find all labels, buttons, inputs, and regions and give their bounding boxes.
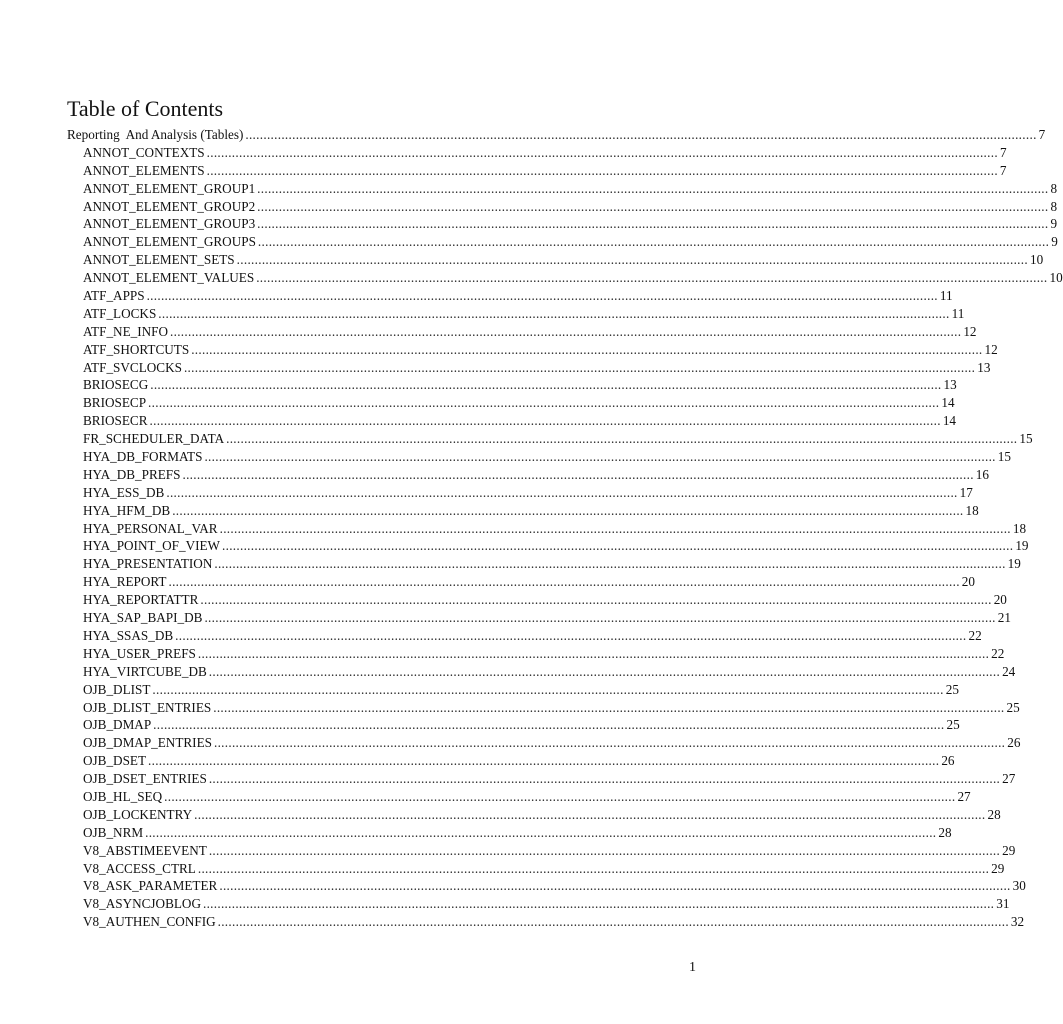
- toc-entry-label: OJB_DMAP_ENTRIES: [83, 735, 212, 751]
- toc-entry-page: 29: [991, 860, 1005, 876]
- toc-entry[interactable]: [67, 591, 1007, 609]
- toc-entry-label: ANNOT_ELEMENT_VALUES: [83, 270, 255, 286]
- dot-leader: ............................................................................................................................................................................................................................: [219, 520, 1011, 536]
- toc-entry-page: 13: [977, 359, 991, 375]
- toc-entry-page: 12: [963, 323, 977, 339]
- toc-entry[interactable]: [67, 251, 1044, 269]
- toc-entry-label: FR_SCHEDULER_DATA: [83, 431, 225, 447]
- toc-entry-label: HYA_PERSONAL_VAR: [83, 520, 218, 536]
- dot-leader: ............................................................................................................................................................................................................................: [182, 466, 974, 482]
- toc-entry[interactable]: [67, 699, 1020, 717]
- dot-leader: ............................................................................................................................................................................................................................: [197, 645, 990, 661]
- toc-entry[interactable]: [67, 537, 1029, 555]
- toc-entry-page: 18: [965, 502, 979, 518]
- dot-leader: ............................................................................................................................................................................................................................: [245, 127, 1037, 142]
- dot-leader: ............................................................................................................................................................................................................................: [148, 395, 940, 411]
- toc-entry-label: HYA_POINT_OF_VIEW: [83, 538, 220, 554]
- dot-leader: ............................................................................................................................................................................................................................: [226, 431, 1018, 447]
- toc-entry[interactable]: [67, 877, 1026, 895]
- toc-entry-page: 15: [997, 449, 1011, 465]
- toc-entry[interactable]: [67, 198, 1058, 216]
- toc-entry[interactable]: [67, 860, 1005, 878]
- toc-entry-page: 27: [1002, 771, 1016, 787]
- toc-entry-page: 11: [951, 305, 965, 321]
- toc-entry-label: ANNOT_CONTEXTS: [83, 144, 205, 160]
- toc-entry-label: V8_ABSTIMEEVENT: [83, 842, 207, 858]
- toc-entry[interactable]: [67, 734, 1021, 752]
- dot-leader: ............................................................................................................................................................................................................................: [222, 538, 1014, 554]
- toc-entry-page: 17: [959, 484, 973, 500]
- toc-entry[interactable]: [67, 770, 1016, 788]
- toc-entry-page: 7: [999, 162, 1007, 178]
- toc-entry-page: 21: [997, 610, 1011, 626]
- toc-entry[interactable]: [67, 895, 1010, 913]
- toc-entry-page: 9: [1051, 234, 1058, 250]
- toc-entry[interactable]: [67, 233, 1058, 251]
- toc-entry-page: 15: [1019, 431, 1033, 447]
- toc-entry-page: 7: [999, 144, 1007, 160]
- toc-entry-label: ANNOT_ELEMENT_GROUPS: [83, 234, 256, 250]
- dot-leader: ............................................................................................................................................................................................................................: [170, 323, 962, 339]
- toc-entry-page: 19: [1007, 556, 1021, 572]
- dot-leader: ............................................................................................................................................................................................................................: [152, 681, 944, 697]
- page-title: Table of Contents: [67, 96, 224, 121]
- toc-entry-label: HYA_DB_FORMATS: [83, 449, 203, 465]
- dot-leader: ............................................................................................................................................................................................................................: [166, 484, 958, 500]
- toc-entry-label: HYA_DB_PREFS: [83, 466, 181, 482]
- toc-entry-page: 26: [1007, 735, 1021, 751]
- toc-entry[interactable]: [67, 359, 991, 377]
- toc-entry-page: 22: [968, 627, 982, 643]
- dot-leader: ............................................................................................................................................................................................................................: [168, 574, 960, 590]
- toc-entry[interactable]: [67, 681, 959, 699]
- toc-entry[interactable]: [67, 627, 982, 645]
- toc-entry[interactable]: [67, 555, 1021, 573]
- toc-entry-label: OJB_LOCKENTRY: [83, 806, 193, 822]
- table-of-contents: [67, 126, 1063, 931]
- toc-entry-page: 11: [939, 288, 953, 304]
- toc-entry-label: BRIOSECG: [83, 377, 149, 393]
- toc-entry[interactable]: [67, 716, 960, 734]
- toc-entry[interactable]: [67, 573, 975, 591]
- toc-entry-page: 10: [1029, 252, 1044, 268]
- dot-leader: ............................................................................................................................................................................................................................: [257, 216, 1049, 232]
- toc-entry-label: ATF_SVCLOCKS: [83, 359, 182, 375]
- toc-entry[interactable]: [67, 842, 1016, 860]
- toc-entry-label: BRIOSECP: [83, 395, 147, 411]
- dot-leader: ............................................................................................................................................................................................................................: [197, 860, 990, 876]
- toc-entry[interactable]: [67, 645, 1005, 663]
- toc-entry[interactable]: [67, 323, 977, 341]
- dot-leader: ............................................................................................................................................................................................................................: [204, 610, 996, 626]
- toc-entry[interactable]: [67, 287, 953, 305]
- toc-entry-page: 24: [1002, 663, 1016, 679]
- toc-entry[interactable]: [67, 824, 952, 842]
- toc-entry-page: 14: [942, 413, 956, 429]
- dot-leader: ............................................................................................................................................................................................................................: [148, 753, 940, 769]
- toc-entry-page: 27: [957, 788, 971, 804]
- toc-entry-page: 32: [1010, 914, 1025, 930]
- toc-entry[interactable]: [67, 269, 1063, 287]
- toc-entry-label: OJB_DSET: [83, 753, 147, 769]
- dot-leader: ............................................................................................................................................................................................................................: [153, 717, 945, 733]
- dot-leader: ............................................................................................................................................................................................................................: [183, 359, 976, 375]
- dot-leader: ............................................................................................................................................................................................................................: [191, 341, 983, 357]
- toc-entry-label: V8_AUTHEN_CONFIG: [83, 914, 216, 930]
- toc-entry[interactable]: [67, 394, 955, 412]
- dot-leader: ............................................................................................................................................................................................................................: [164, 788, 956, 804]
- toc-entry-label: HYA_SAP_BAPI_DB: [83, 610, 203, 626]
- toc-entry-label: OJB_DSET_ENTRIES: [83, 771, 207, 787]
- dot-leader: ............................................................................................................................................................................................................................: [194, 806, 986, 822]
- toc-entry-page: 18: [1012, 520, 1027, 536]
- toc-entry-page: 22: [991, 645, 1005, 661]
- toc-entry-page: 30: [1012, 878, 1026, 894]
- dot-leader: ............................................................................................................................................................................................................................: [150, 377, 942, 393]
- toc-entry-label: ANNOT_ELEMENT_GROUP2: [83, 198, 256, 214]
- dot-leader: ............................................................................................................................................................................................................................: [175, 627, 967, 643]
- page-number: 1: [689, 960, 696, 975]
- dot-leader: ............................................................................................................................................................................................................................: [145, 824, 937, 840]
- toc-entry-page: 19: [1015, 538, 1029, 554]
- toc-section-entry[interactable]: [67, 126, 1046, 144]
- toc-entry[interactable]: [67, 215, 1058, 233]
- toc-entry-label: OJB_DLIST_ENTRIES: [83, 699, 212, 715]
- dot-leader: ............................................................................................................................................................................................................................: [217, 914, 1009, 930]
- dot-leader: ............................................................................................................................................................................................................................: [236, 252, 1028, 268]
- dot-leader: ............................................................................................................................................................................................................................: [146, 288, 938, 304]
- dot-leader: ............................................................................................................................................................................................................................: [206, 144, 998, 160]
- toc-entry-page: 7: [1038, 127, 1046, 142]
- dot-leader: ............................................................................................................................................................................................................................: [256, 270, 1048, 286]
- toc-entry-label: OJB_HL_SEQ: [83, 788, 163, 804]
- toc-entry[interactable]: [67, 663, 1016, 681]
- toc-entry-label: Reporting And Analysis (Tables): [67, 127, 244, 142]
- toc-entry[interactable]: [67, 466, 989, 484]
- toc-entry-label: HYA_USER_PREFS: [83, 645, 196, 661]
- toc-entry[interactable]: [67, 412, 956, 430]
- toc-entry-label: OJB_DMAP: [83, 717, 152, 733]
- toc-entry[interactable]: [67, 806, 1001, 824]
- toc-entry-label: OJB_NRM: [83, 824, 144, 840]
- toc-entry-label: V8_ACCESS_CTRL: [83, 860, 196, 876]
- toc-entry-page: 9: [1050, 216, 1058, 232]
- toc-entry-label: HYA_REPORT: [83, 574, 167, 590]
- dot-leader: ............................................................................................................................................................................................................................: [208, 663, 1001, 679]
- toc-entry[interactable]: [67, 502, 979, 520]
- toc-entry-label: ANNOT_ELEMENT_GROUP1: [83, 180, 256, 196]
- dot-leader: ............................................................................................................................................................................................................................: [257, 198, 1049, 214]
- toc-entry-label: HYA_REPORTATTR: [83, 592, 199, 608]
- dot-leader: ............................................................................................................................................................................................................................: [202, 896, 995, 912]
- toc-entry[interactable]: [67, 305, 965, 323]
- dot-leader: ............................................................................................................................................................................................................................: [208, 842, 1001, 858]
- toc-entry-label: HYA_SSAS_DB: [83, 627, 174, 643]
- toc-entry-label: ATF_SHORTCUTS: [83, 341, 190, 357]
- toc-entry-label: OJB_DLIST: [83, 681, 151, 697]
- toc-entry-page: 25: [945, 681, 959, 697]
- toc-entry-label: ANNOT_ELEMENTS: [83, 162, 205, 178]
- dot-leader: ............................................................................................................................................................................................................................: [204, 449, 996, 465]
- toc-entry[interactable]: [67, 144, 1007, 162]
- toc-entry-label: BRIOSECR: [83, 413, 148, 429]
- toc-entry-label: V8_ASK_PARAMETER: [83, 878, 218, 894]
- toc-entry[interactable]: [67, 913, 1025, 931]
- toc-entry[interactable]: [67, 609, 1011, 627]
- toc-entry[interactable]: [67, 180, 1058, 198]
- dot-leader: ............................................................................................................................................................................................................................: [257, 234, 1050, 250]
- toc-entry[interactable]: [67, 430, 1033, 448]
- toc-entry-page: 28: [938, 824, 952, 840]
- toc-entry[interactable]: [67, 484, 973, 502]
- toc-entry-label: HYA_ESS_DB: [83, 484, 165, 500]
- dot-leader: ............................................................................................................................................................................................................................: [213, 699, 1005, 715]
- toc-entry-page: 25: [946, 717, 960, 733]
- toc-entry-label: ATF_LOCKS: [83, 305, 157, 321]
- toc-entry[interactable]: [67, 376, 957, 394]
- dot-leader: ............................................................................................................................................................................................................................: [206, 162, 998, 178]
- toc-entry-page: 28: [987, 806, 1001, 822]
- toc-entry-page: 26: [941, 753, 955, 769]
- toc-entry-label: HYA_VIRTCUBE_DB: [83, 663, 207, 679]
- toc-entry-page: 25: [1006, 699, 1020, 715]
- dot-leader: ............................................................................................................................................................................................................................: [213, 735, 1006, 751]
- toc-entry-page: 13: [943, 377, 957, 393]
- toc-entry[interactable]: [67, 448, 1011, 466]
- toc-entry-page: 14: [941, 395, 955, 411]
- toc-entry[interactable]: [67, 341, 998, 359]
- dot-leader: ............................................................................................................................................................................................................................: [219, 878, 1011, 894]
- toc-entry-page: 10: [1049, 270, 1063, 286]
- toc-entry-page: 8: [1050, 180, 1058, 196]
- toc-entry-page: 31: [996, 896, 1010, 912]
- dot-leader: ............................................................................................................................................................................................................................: [172, 502, 964, 518]
- dot-leader: ............................................................................................................................................................................................................................: [200, 592, 992, 608]
- toc-entry-page: 20: [961, 574, 975, 590]
- toc-entry-label: V8_ASYNCJOBLOG: [83, 896, 201, 912]
- toc-entry[interactable]: [67, 752, 955, 770]
- toc-entry-page: 12: [984, 341, 998, 357]
- dot-leader: ............................................................................................................................................................................................................................: [149, 413, 941, 429]
- toc-entry-label: HYA_PRESENTATION: [83, 556, 213, 572]
- toc-entry-page: 8: [1050, 198, 1058, 214]
- toc-entry[interactable]: [67, 520, 1027, 538]
- toc-entry-page: 29: [1002, 842, 1016, 858]
- toc-entry-label: ANNOT_ELEMENT_GROUP3: [83, 216, 256, 232]
- dot-leader: ............................................................................................................................................................................................................................: [208, 771, 1001, 787]
- toc-entry-page: 20: [993, 592, 1007, 608]
- toc-entry-label: ATF_NE_INFO: [83, 323, 168, 339]
- dot-leader: ............................................................................................................................................................................................................................: [158, 305, 950, 321]
- toc-entry-label: ANNOT_ELEMENT_SETS: [83, 252, 235, 268]
- toc-entry-page: 16: [975, 466, 989, 482]
- dot-leader: ............................................................................................................................................................................................................................: [214, 556, 1006, 572]
- dot-leader: ............................................................................................................................................................................................................................: [257, 180, 1049, 196]
- toc-entry-label: HYA_HFM_DB: [83, 502, 171, 518]
- toc-entry[interactable]: [67, 788, 971, 806]
- toc-entry[interactable]: [67, 162, 1007, 180]
- toc-entry-label: ATF_APPS: [83, 288, 145, 304]
